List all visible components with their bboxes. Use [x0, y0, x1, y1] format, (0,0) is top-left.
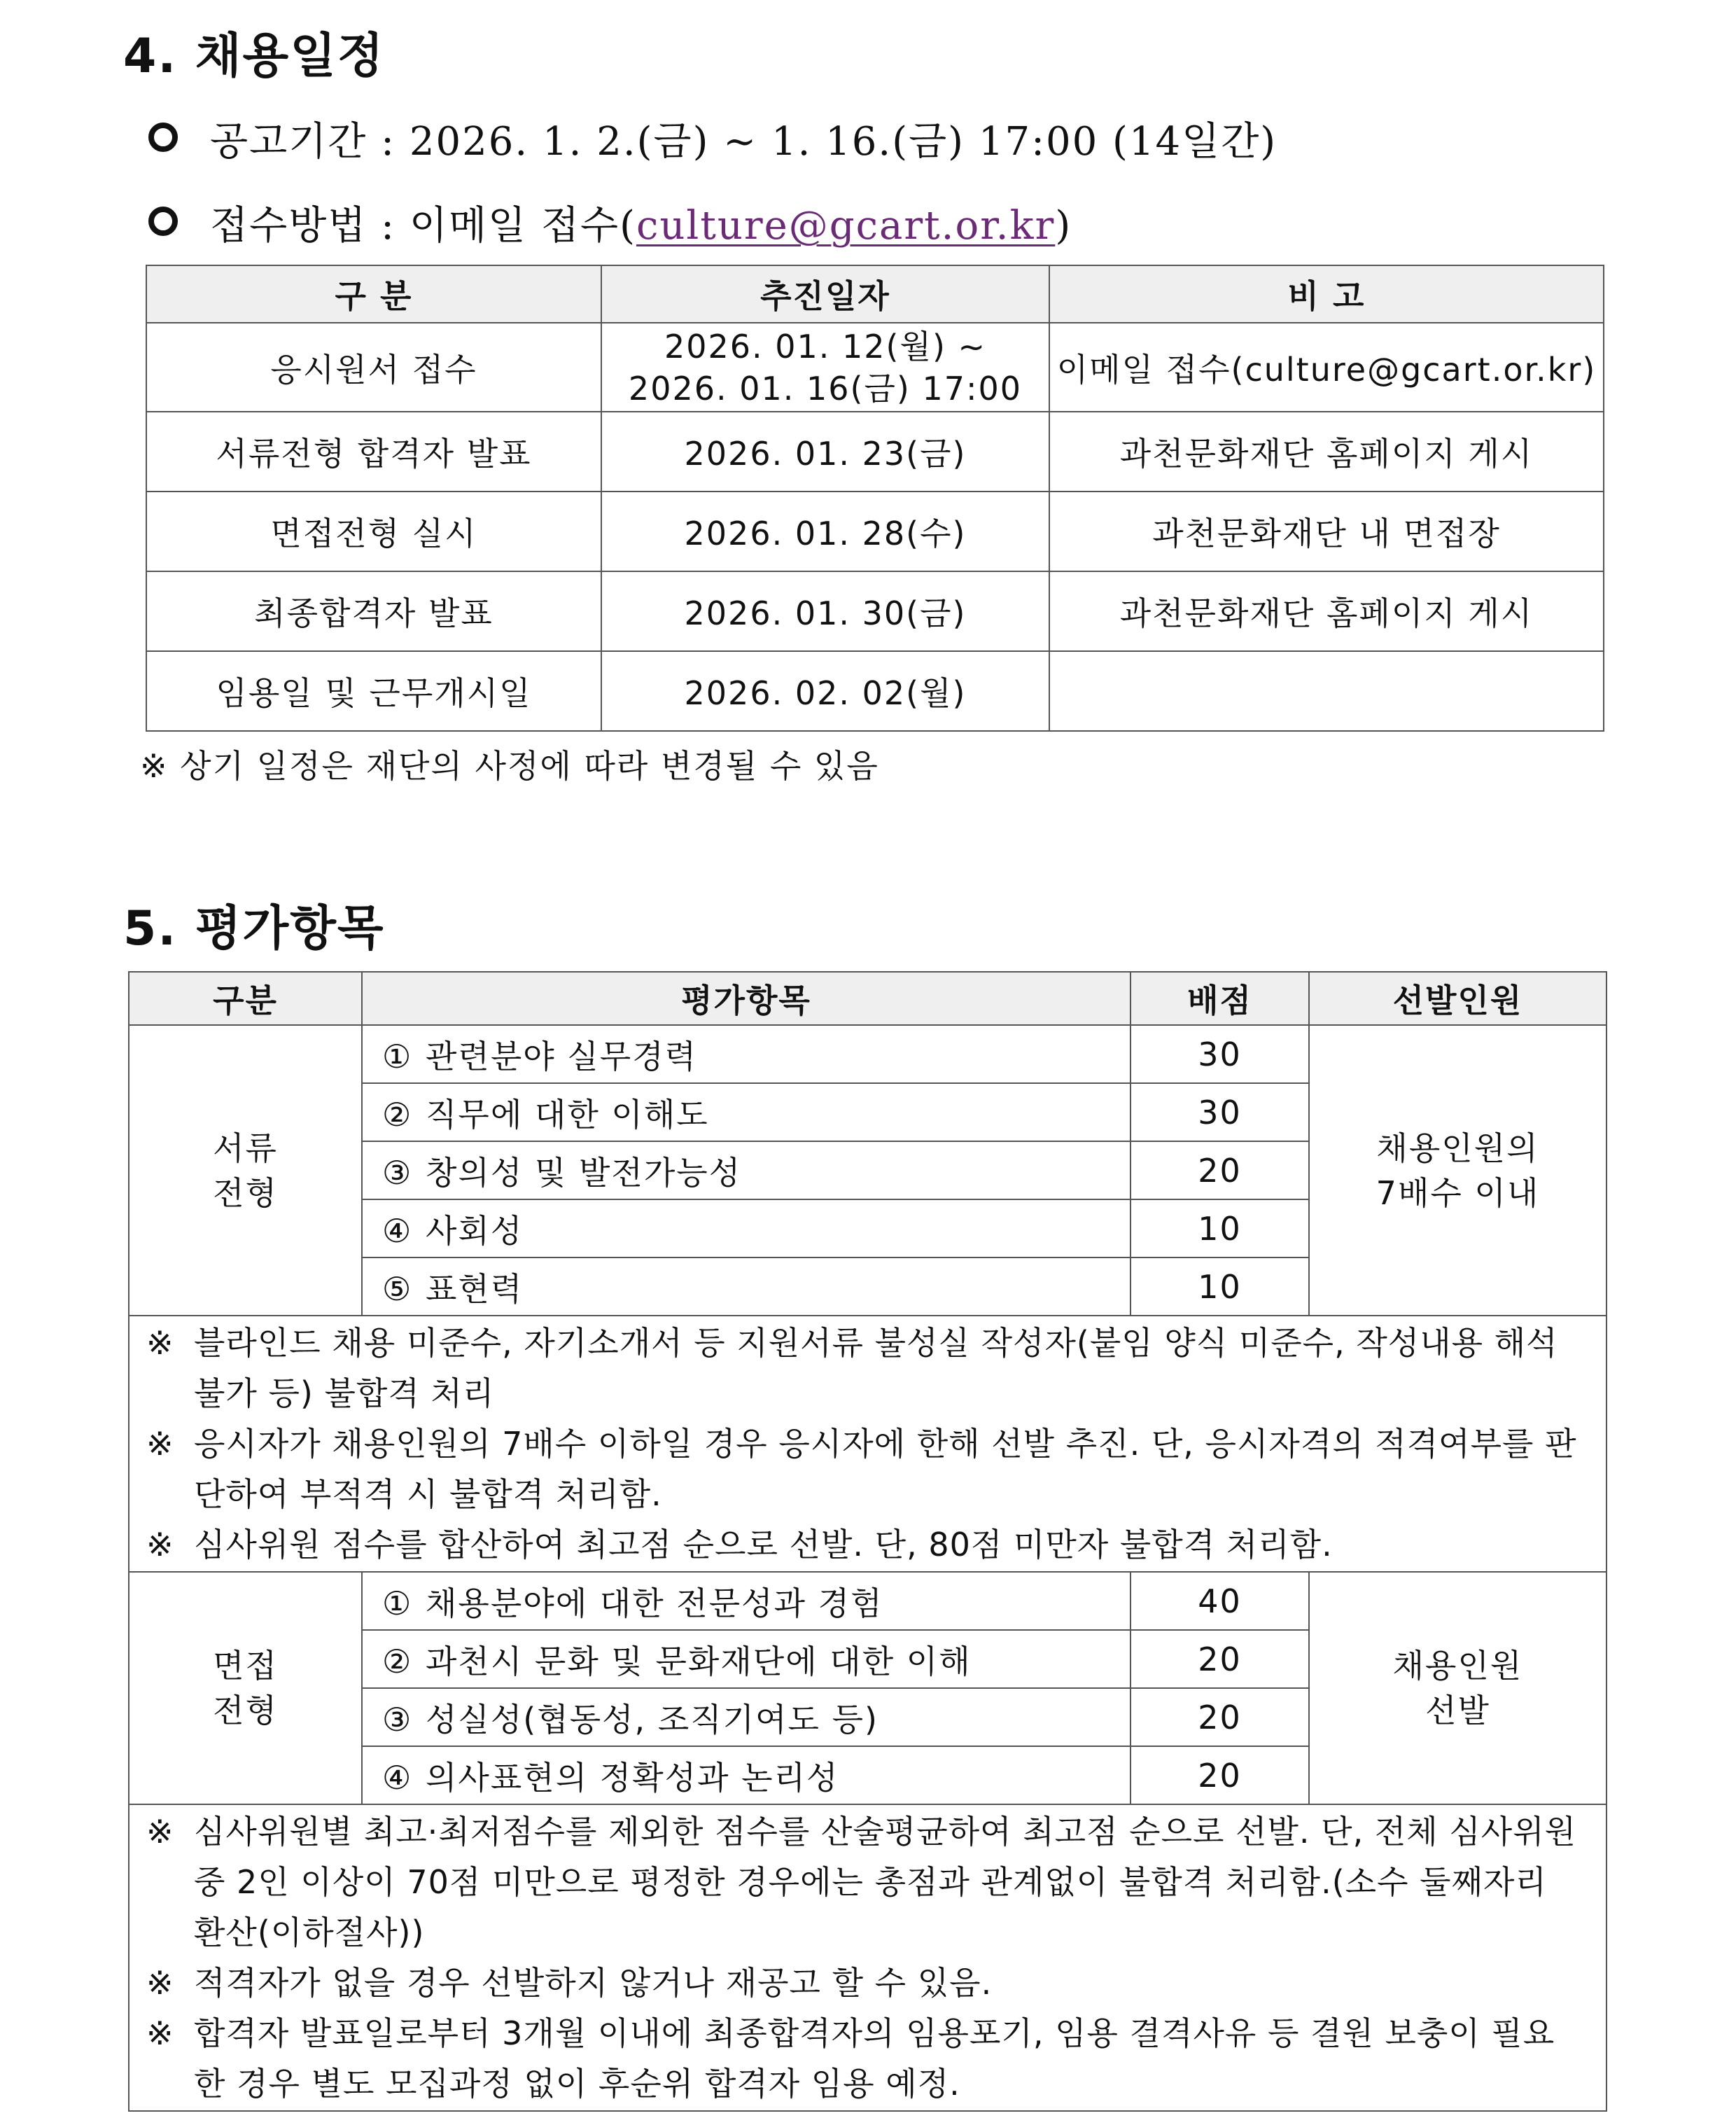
note-item — [146, 1318, 1585, 1419]
item-label: 사회성 — [426, 1211, 524, 1250]
schedule-item: 면접전형 실시 — [146, 492, 601, 571]
item-score: 10 — [1130, 1199, 1309, 1257]
item-score: 20 — [1130, 1746, 1309, 1804]
selection-line: 7배수 이내 — [1376, 1173, 1540, 1212]
item-label: 창의성 및 발전가능성 — [426, 1153, 742, 1192]
item-number: ③ — [382, 1153, 413, 1192]
circle-bullet-icon — [148, 207, 178, 236]
table-row — [129, 1572, 1606, 1630]
schedule-note: 과천문화재단 내 면접장 — [1049, 492, 1604, 571]
item-label: 직무에 대한 이해도 — [426, 1095, 709, 1134]
schedule-item: 임용일 및 근무개시일 — [146, 651, 601, 731]
schedule-item: 응시원서 접수 — [146, 323, 601, 412]
document-notes — [129, 1316, 1606, 1572]
reference-mark: ※ — [146, 1526, 174, 1563]
interview-notes-row — [129, 1804, 1606, 2111]
note-item — [146, 1419, 1585, 1519]
evaluation-table — [128, 971, 1607, 2112]
note-text: 블라인드 채용 미준수, 자기소개서 등 지원서류 불성실 작성자(붙임 양식 미준수, 작성내용 해석 불가 등) 불합격 처리 — [194, 1324, 1558, 1412]
reference-mark: ※ — [146, 2014, 174, 2052]
document-selection — [1309, 1025, 1606, 1316]
schedule-header-date: 추진일자 — [601, 265, 1049, 323]
table-row — [146, 492, 1604, 571]
interview-notes — [129, 1804, 1606, 2111]
reference-mark: ※ — [146, 1964, 174, 2002]
item-label: 성실성(협동성, 조직기여도 등) — [426, 1700, 878, 1739]
note-item — [146, 2008, 1585, 2109]
item-number: ① — [382, 1037, 413, 1075]
item-label: 표현력 — [426, 1269, 524, 1308]
selection-line: 채용인원 — [1392, 1647, 1523, 1685]
category-line: 전형 — [213, 1692, 278, 1729]
table-row — [146, 651, 1604, 731]
item-number: ② — [382, 1095, 413, 1134]
schedule-date: 2026. 01. 30(금) — [601, 571, 1049, 651]
table-row — [146, 571, 1604, 651]
eval-item — [362, 1257, 1130, 1316]
eval-item — [362, 1141, 1130, 1199]
eval-header-item: 평가항목 — [362, 972, 1130, 1025]
section-5-title: 5. 평가항목 — [123, 901, 385, 956]
schedule-date-line: 2026. 01. 16(금) 17:00 — [628, 369, 1023, 407]
item-score: 20 — [1130, 1141, 1309, 1199]
note-text: 합격자 발표일로부터 3개월 이내에 최종합격자의 임용포기, 임용 결격사유 등 결원 보충이 필요한 경우 별도 모집과정 없이 후순위 합격자 임용 예정. — [194, 2014, 1555, 2103]
item-label: 과천시 문화 및 문화재단에 대한 이해 — [426, 1642, 972, 1680]
reference-mark: ※ — [146, 1813, 174, 1851]
document-notes-row — [129, 1316, 1606, 1572]
category-line: 면접 — [213, 1647, 278, 1685]
email-link[interactable]: culture@gcart.or.kr — [636, 203, 1056, 249]
item-number: ③ — [382, 1700, 413, 1739]
eval-header-category: 구분 — [129, 972, 362, 1025]
note-text: 심사위원별 최고·최저점수를 제외한 점수를 산술평균하여 최고점 순으로 선발. 단, 전체 심사위원 중 2인 이상이 70점 미만으로 평정한 경우에는 총점과 관계없이 불합격 처리함.(소수 둘째자리 환산(이하절사)) — [194, 1813, 1577, 1951]
eval-item — [362, 1630, 1130, 1688]
item-number: ④ — [382, 1211, 413, 1250]
note-item — [146, 1519, 1585, 1570]
table-row — [146, 323, 1604, 412]
schedule-note — [1049, 651, 1604, 731]
item-label: 채용분야에 대한 전문성과 경험 — [426, 1584, 883, 1622]
schedule-note: 과천문화재단 홈페이지 게시 — [1049, 571, 1604, 651]
schedule-date: 2026. 01. 23(금) — [601, 412, 1049, 492]
eval-item — [362, 1083, 1130, 1141]
interview-selection — [1309, 1572, 1606, 1804]
table-row — [146, 412, 1604, 492]
application-method-suffix: ) — [1055, 203, 1072, 249]
document-category — [129, 1025, 362, 1316]
item-number: ⑤ — [382, 1269, 413, 1308]
eval-item — [362, 1688, 1130, 1746]
reference-mark: ※ — [146, 1425, 174, 1463]
eval-header-score: 배점 — [1130, 972, 1309, 1025]
eval-item — [362, 1572, 1130, 1630]
schedule-date — [601, 323, 1049, 412]
schedule-note: 과천문화재단 홈페이지 게시 — [1049, 412, 1604, 492]
posting-period-text: 공고기간 : 2026. 1. 2.(금) ~ 1. 16.(금) 17:00 (14일간) — [210, 119, 1278, 165]
item-score: 20 — [1130, 1688, 1309, 1746]
note-text: 적격자가 없을 경우 선발하지 않거나 재공고 할 수 있음. — [194, 1964, 993, 2002]
item-number: ② — [382, 1642, 413, 1680]
item-score: 20 — [1130, 1630, 1309, 1688]
item-score: 40 — [1130, 1572, 1309, 1630]
selection-line: 선발 — [1425, 1692, 1490, 1729]
schedule-header-note: 비 고 — [1049, 265, 1604, 323]
eval-header-selection: 선발인원 — [1309, 972, 1606, 1025]
interview-category — [129, 1572, 362, 1804]
category-line: 전형 — [213, 1173, 278, 1212]
eval-item — [362, 1025, 1130, 1083]
note-text: 응시자가 채용인원의 7배수 이하일 경우 응시자에 한해 선발 추진. 단, 응시자격의 적격여부를 판단하여 부적격 시 불합격 처리함. — [194, 1425, 1577, 1513]
eval-item — [362, 1746, 1130, 1804]
section-4-title: 4. 채용일정 — [123, 29, 385, 84]
item-number: ④ — [382, 1758, 413, 1797]
note-text: 심사위원 점수를 합산하여 최고점 순으로 선발. 단, 80점 미만자 불합격 처리함. — [194, 1526, 1333, 1563]
item-score: 30 — [1130, 1083, 1309, 1141]
note-item — [146, 1958, 1585, 2008]
posting-period — [148, 111, 1277, 167]
schedule-date: 2026. 01. 28(수) — [601, 492, 1049, 571]
category-line: 서류 — [213, 1129, 278, 1167]
application-method — [148, 195, 1072, 251]
schedule-table — [146, 265, 1604, 732]
schedule-item: 최종합격자 발표 — [146, 571, 601, 651]
table-row — [129, 1025, 1606, 1083]
schedule-date: 2026. 02. 02(월) — [601, 651, 1049, 731]
schedule-date-line: 2026. 01. 12(월) ~ — [664, 327, 987, 365]
note-item — [146, 1806, 1585, 1958]
item-number: ① — [382, 1584, 413, 1622]
item-label: 관련분야 실무경력 — [426, 1037, 698, 1075]
circle-bullet-icon — [148, 123, 178, 152]
schedule-note: 이메일 접수(culture@gcart.or.kr) — [1049, 323, 1604, 412]
application-method-prefix: 접수방법 : 이메일 접수( — [210, 203, 636, 249]
schedule-item: 서류전형 합격자 발표 — [146, 412, 601, 492]
selection-line: 채용인원의 — [1376, 1129, 1539, 1167]
schedule-footnote: ※ 상기 일정은 재단의 사정에 따라 변경될 수 있음 — [140, 747, 879, 785]
reference-mark: ※ — [146, 1324, 174, 1362]
eval-item — [362, 1199, 1130, 1257]
schedule-header-category: 구 분 — [146, 265, 601, 323]
item-label: 의사표현의 정확성과 논리성 — [426, 1758, 839, 1797]
item-score: 10 — [1130, 1257, 1309, 1316]
item-score: 30 — [1130, 1025, 1309, 1083]
